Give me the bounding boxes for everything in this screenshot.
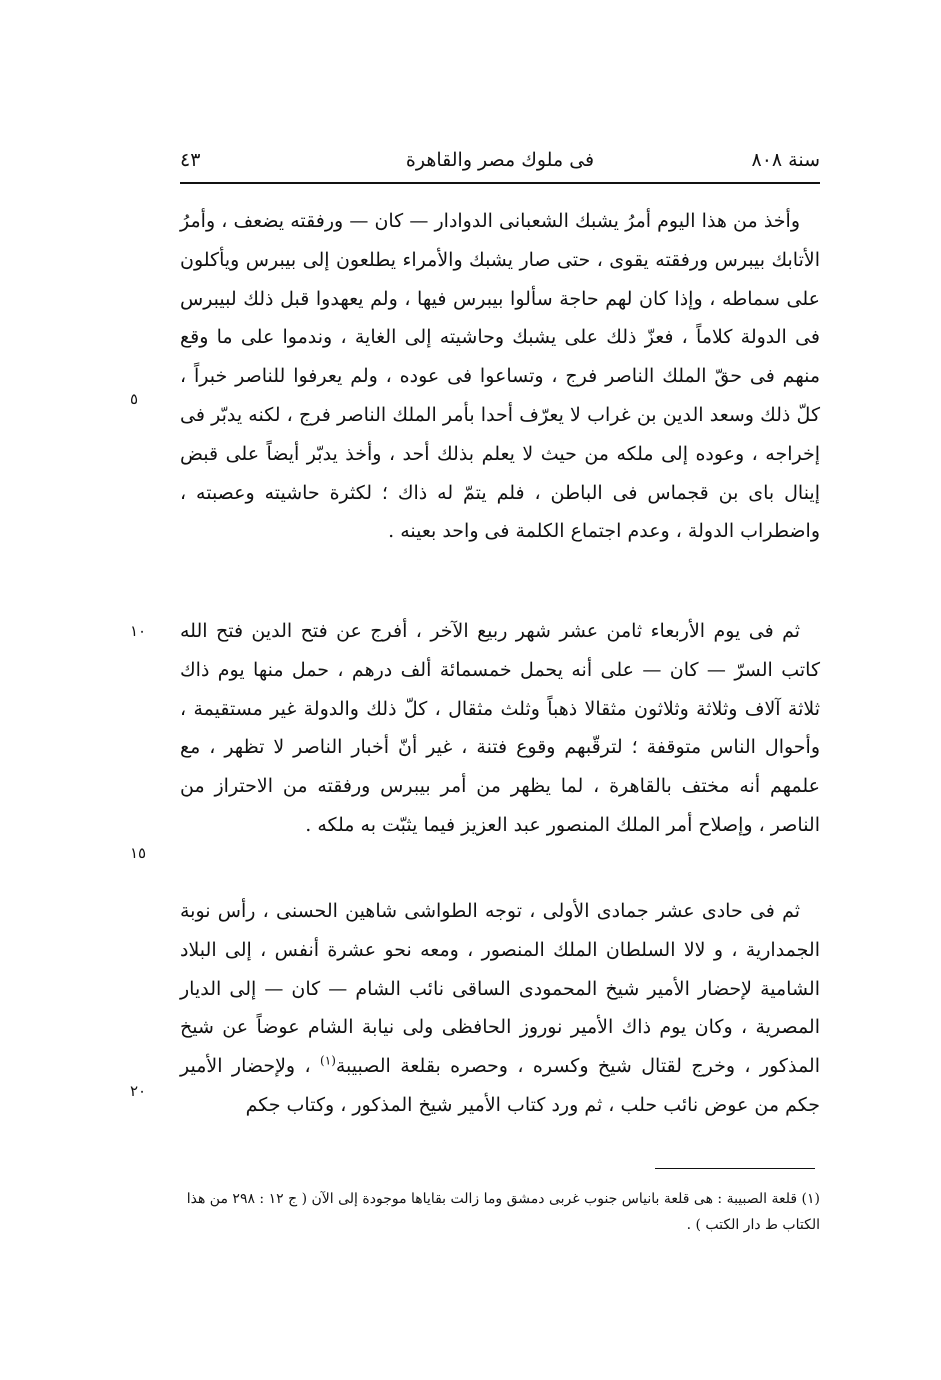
footnote-rule [655, 1168, 815, 1169]
paragraph-3-tail: ، ولإحضار الأمير جكم من عوض نائب حلب ، ثم ورد كتاب الأمير شيخ المذكور ، وكتاب جكم [180, 1055, 820, 1116]
running-title: فى ملوك مصر والقاهرة [405, 149, 595, 171]
line-number-20: ٢٠ [130, 1082, 147, 1100]
paragraph-3-text: ثم فى حادى عشر جمادى الأولى ، توجه الطواشى شاهين الحسنى ، رأس نوبة الجمدارية ، و لالا السلطان الملك المنصور ، ومعه نحو عشرة أنفس ، إلى البلاد الشامية لإحضار الأمير شيخ المحمودى الساقى نائب الشام — كان — إلى الديار المصرية ، وكان يوم ذاك الأمير نوروز الحافظى ولى نيابة الشام عوضاً عن شيخ المذكور ، وخرج لقتال شيخ وكسره ، وحصره بقلعة الصبيبة [180, 900, 820, 1078]
footnote-marker: (١) [320, 1053, 336, 1068]
paragraph-2-text: ثم فى يوم الأربعاء ثامن عشر شهر ربيع الآخر ، أفرج عن فتح الدين فتح الله كاتب السرّ — كان — على أنه يحمل خمسمائة ألف درهم ، حمل منها يوم ذاك ثلاثة آلاف وثلاثة وثلاثون مثقالا ذهباً وثلث مثقال ، كلّ ذلك والدولة غير مستقيمة ، وأحوال الناس متوقفة ؛ لترقّبهم وقوع فتنة ، غير أنّ أخبار الناصر لا تظهر ، مع علمهم أنه مختف بالقاهرة ، لما يظهر من أمر بيبرس ورفقته من الاحتراز من الناصر ، وإصلاح أمر الملك المنصور عبد العزيز فيما يثبّت به ملكه . [180, 620, 820, 836]
paragraph-3 [180, 892, 820, 1162]
paragraph-1-text: وأخذ من هذا اليوم أمرُ يشبك الشعبانى الدوادار — كان — ورفقته يضعف ، وأمرُ الأتابك بيبرس ورفقته يقوى ، حتى صار يشبك والأمراء يطلعون إلى بيبرس ويأكلون على سماطه ، وإذا كان لهم حاجة سألوا بيبرس فيها ، ولم يعهدوا قبل ذلك لبيبرس فى الدولة كلاماً ، فعزّ ذلك على يشبك وحاشيته إلى الغاية ، وندموا على ما وقع منهم فى حقّ الملك الناصر فرج ، وتساعوا فى عوده ، ولم يعرفوا للناصر خبراً ، كلّ ذلك وسعد الدين بن غراب لا يعرّف أحدا بأمر الملك الناصر فرج ، لكنه يدبّر فى إخراجه ، وعوده إلى ملكه من حيث لا يعلم بذلك أحد ، وأخذ يدبّر أيضاً على قبض إينال باى بن قجماس فى الباطن ، فلم يتمّ له ذاك ؛ لكثرة حاشيته وعصبته ، واضطراب الدولة ، وعدم اجتماع الكلمة فى واحد بعينه . [180, 210, 820, 543]
line-number-15: ١٥ [130, 844, 147, 862]
paragraph-2 [180, 612, 820, 882]
header-rule [180, 182, 820, 184]
line-number-5: ٥ [130, 390, 139, 408]
line-number-10: ١٠ [130, 622, 147, 640]
page-number: ٤٣ [180, 149, 201, 171]
footnote: (١) قلعة الصبيبة : هى قلعة بانياس جنوب غربى دمشق وما زالت بقاياها موجودة إلى الآن ( ج ١٢ : ٢٩٨ من هذا الكتاب ط دار الكتب ) . [186, 1191, 820, 1233]
running-header [180, 140, 820, 180]
running-year: سنة ٨٠٨ [751, 149, 820, 171]
paragraph-1 [180, 202, 820, 592]
